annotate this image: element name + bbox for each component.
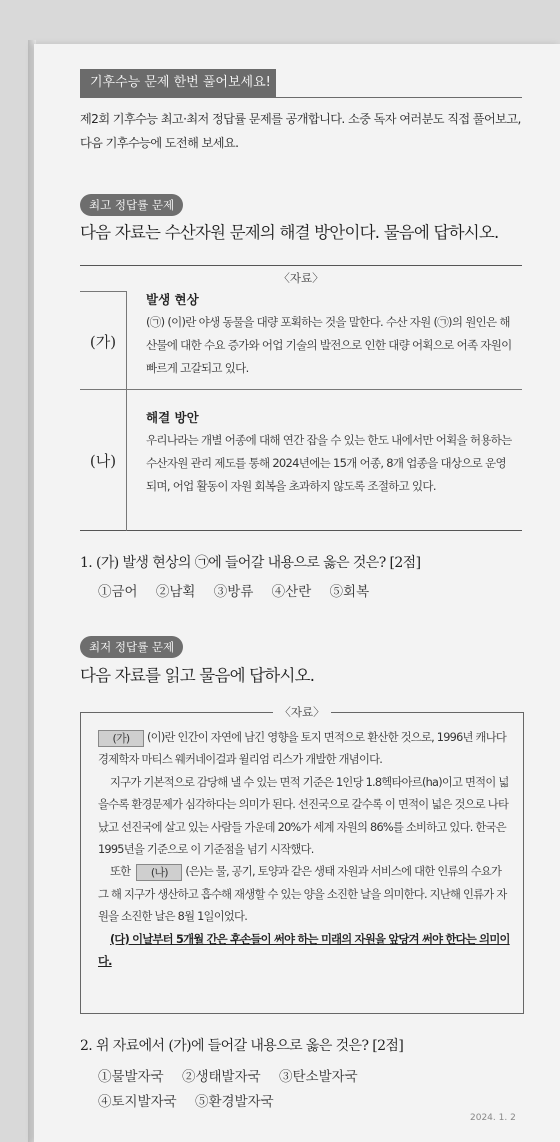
q2-box-text [98, 727, 512, 973]
q1-badge: 최고 정답률 문제 [80, 194, 183, 216]
q1-choice-2[interactable]: ②남획 [155, 584, 196, 600]
q1-row-b-label: (나) [80, 390, 127, 531]
q2-choice-1[interactable]: ①물발자국 [98, 1069, 164, 1085]
q2-paragraph-3 [98, 861, 512, 928]
q1-row-b-title: 해결 방안 [146, 410, 199, 425]
q2-box-caption [81, 704, 523, 720]
q1-choice-4[interactable]: ④산란 [271, 584, 312, 600]
q1-row-b [80, 389, 522, 531]
q2-paragraph-2: 지구가 기본적으로 감당해 낼 수 있는 면적 기준은 1인당 1.8헥타아르(ha)이고 면적이 넓을수록 환경문제가 심각하다는 의미가 된다. 선진국으로 갈수록 이 면적이 넓은 것으로 나타났고 선진국에 살고 있는 사람들 가운데 20%가 세계 자원의 86%를 소비하고 있다. 한국은 1995년을 기준으로 이 기준점을 넘기 시작했다. [98, 775, 509, 857]
q2-choices-row-1 [98, 1065, 372, 1090]
q1-heading: 다음 자료는 수산자원 문제의 해결 방안이다. 물음에 답하시오. [80, 223, 499, 242]
q2-badge: 최저 정답률 문제 [80, 636, 183, 658]
page-footer: 2024. 1. 2 [470, 1113, 516, 1123]
q1-row-b-text: 우리나라는 개별 어종에 대해 연간 잡을 수 있는 한도 내에서만 어획을 허용하는 수산자원 관리 제도를 통해 2024년에는 15개 어종, 8개 업종을 대상으로 운영되며, 어업 활동이 자원 회복을 초과하지 않도록 조절하고 있다. [146, 433, 512, 493]
q2-choice-3[interactable]: ③탄소발자국 [278, 1069, 358, 1085]
q2-caption-text: 〈자료〉 [273, 705, 330, 719]
q2-question: 2. 위 자료에서 (가)에 들어갈 내용으로 옳은 것은? [2점] [80, 1038, 404, 1054]
q1-data-table [80, 265, 522, 531]
q2-p1-text: (이)란 인간이 자연에 남긴 영향을 토지 면적으로 환산한 것으로, 1996년 캐나다 경제학자 마티스 웨커네이걸과 윌리엄 리스가 개발한 개념이다. [98, 731, 507, 767]
q2-choice-4[interactable]: ④토지발자국 [98, 1094, 177, 1110]
q2-paragraph-1 [98, 727, 512, 772]
blank-b: (나) [136, 864, 182, 881]
q1-choices [98, 580, 383, 605]
section-banner: 기후수능 문제 한번 풀어보세요! [80, 69, 276, 97]
q2-heading: 다음 자료를 읽고 물음에 답하시오. [80, 666, 315, 685]
q1-row-a-label: (가) [80, 291, 127, 390]
q1-choice-5[interactable]: ⑤회복 [329, 584, 370, 600]
q1-choice-1[interactable]: ①금어 [98, 584, 138, 600]
blank-a: (가) [98, 730, 144, 747]
q2-data-box [80, 705, 524, 1014]
q1-row-b-body [146, 407, 514, 498]
q2-p3-lead: 또한 [110, 865, 131, 879]
q2-choice-2[interactable]: ②생태발자국 [181, 1069, 261, 1085]
intro-text: 제2회 기후수능 최고·최저 정답률 문제를 공개합니다. 소중 독자 여러분도 직접 풀어보고, 다음 기후수능에 도전해 보세요. [80, 112, 521, 150]
q2-p4-text: (다) 이날부터 5개월 간은 후손들이 써야 하는 미래의 자원을 앞당겨 써야 한다는 의미이다. [98, 932, 510, 969]
q1-row-a [80, 266, 522, 389]
q1-table-caption: 〈자료〉 [278, 271, 324, 285]
banner-divider [80, 97, 522, 98]
q1-row-a-text: (㉠) (이)란 야생 동물을 대량 포획하는 것을 말한다. 수산 자원 (㉠)의 원인은 해산물에 대한 수요 증가와 어업 기술의 발전으로 인한 대량 어획으로 어족 자원이 빠르게 고갈되고 있다. [146, 315, 512, 375]
q2-choices-row-2 [98, 1090, 288, 1115]
q2-choice-5[interactable]: ⑤환경발자국 [195, 1094, 274, 1110]
q1-row-a-title: 발생 현상 [146, 292, 199, 307]
q1-row-a-body [146, 289, 514, 380]
q1-choice-3[interactable]: ③방류 [213, 584, 254, 600]
q1-question: 1. (가) 발생 현상의 ㉠에 들어갈 내용으로 옳은 것은? [2점] [80, 555, 421, 571]
q2-p3-text: (은)는 물, 공기, 토양과 같은 생태 자원과 서비스에 대한 인류의 수요가 그 해 지구가 생산하고 흡수해 재생할 수 있는 양을 소진한 날을 의미한다. 지난해 인류가 자원을 소진한 날은 8월 1일이었다. [98, 865, 507, 924]
q2-paragraph-4 [98, 929, 512, 974]
